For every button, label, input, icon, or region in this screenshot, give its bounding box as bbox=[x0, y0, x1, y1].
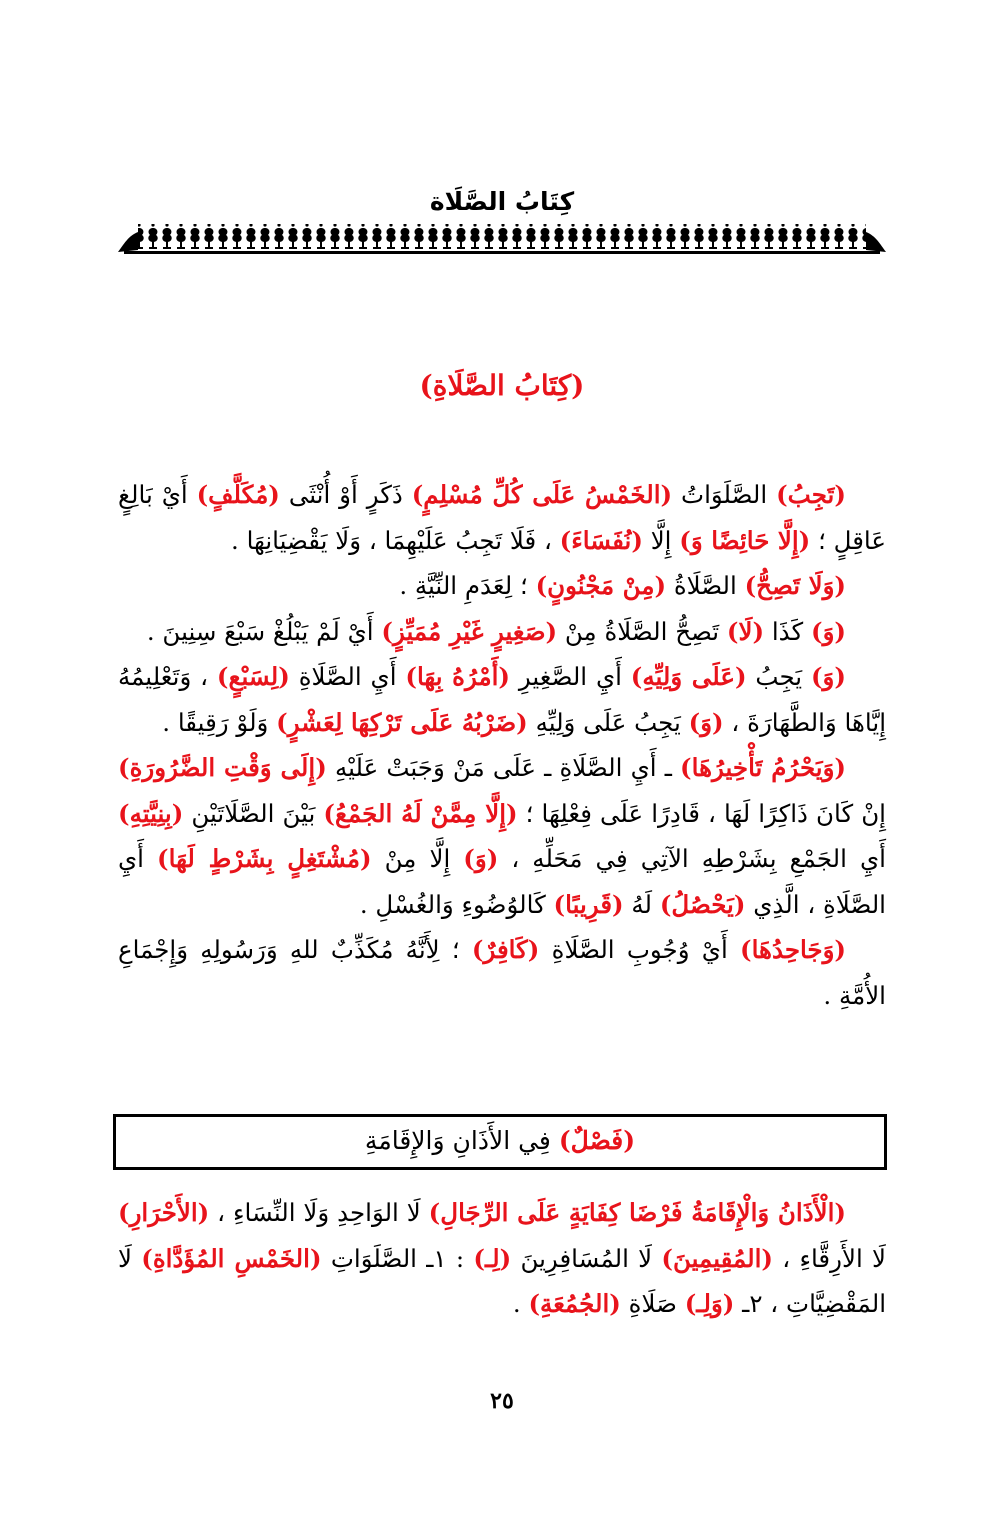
sharh-text: وَلَوْ رَقِيقًا . bbox=[162, 707, 277, 737]
sharh-text: . bbox=[512, 1289, 529, 1318]
matn-text: (تَجِبُ) bbox=[776, 480, 846, 509]
sharh-text: : ١ـ الصَّلَوَاتِ bbox=[321, 1243, 474, 1273]
sharh-text: أَيْ لَمْ يَبْلُغْ سَبْعَ سِنِينَ . bbox=[146, 616, 382, 646]
section-one-paragraph bbox=[118, 472, 886, 563]
matn-text: (إِلَّا مِمَّنْ لَهُ الجَمْعُ) bbox=[323, 798, 518, 828]
sharh-text: ؛ لِأَنَّهُ مُكَذِّبٌ للهِ وَرَسُولِهِ وَإِجْمَاعِ الأُمَّةِ . bbox=[118, 935, 886, 1010]
sharh-text: فِي الأَذَانِ وَالإِقَامَةِ bbox=[364, 1126, 559, 1155]
sharh-text: صَلَاةِ bbox=[620, 1289, 685, 1318]
sharh-text: بَيْنَ الصَّلَاتَيْنِ bbox=[183, 798, 324, 828]
sharh-text: الصَّلَوَاتُ bbox=[672, 480, 777, 509]
sharh-text: أَيِ الصَّلَاةِ ، الَّذِي bbox=[118, 844, 886, 919]
matn-text: (وَلَا تَصِحُّ) bbox=[744, 571, 846, 600]
section-one-paragraph bbox=[118, 927, 886, 1018]
matn-text: (وَلِـ) bbox=[684, 1289, 735, 1318]
matn-text: (فَصْلٌ) bbox=[558, 1126, 636, 1155]
matn-text: (لَا) bbox=[726, 616, 765, 646]
section-two-text bbox=[118, 1190, 886, 1327]
matn-text: (المُقِيمِينَ) bbox=[661, 1243, 774, 1273]
sharh-text: أَيْ بَالِغٍ عَاقِلٍ ؛ bbox=[118, 480, 886, 555]
sharh-text: لَا المَقْضِيَّاتِ ، ٢ـ bbox=[118, 1243, 886, 1318]
section-one-paragraph bbox=[118, 563, 886, 609]
sharh-text: لَا الأَرِقَّاءِ ، bbox=[773, 1243, 886, 1273]
sharh-text: كَذَا bbox=[764, 616, 811, 646]
section-heading bbox=[113, 1114, 887, 1170]
matn-text: (أَمْرُهُ بِهَا) bbox=[405, 662, 510, 691]
ornament-border-graphic bbox=[118, 222, 886, 256]
matn-text: (وَ) bbox=[810, 616, 846, 646]
matn-text: (إِلَّا حَائِضًا وَ) bbox=[679, 525, 811, 555]
sharh-text: ، وَتَعْلِيمُهُ إِيَّاهَا وَالطَّهَارَةَ ، bbox=[118, 662, 886, 737]
sharh-text: أَيِ الصَّغِيرِ bbox=[510, 662, 631, 691]
section-one-paragraph bbox=[118, 745, 886, 927]
sharh-text: أَيِ الجَمْعِ بِشَرْطِهِ الآتِي فِي مَحَلِّهِ ، bbox=[498, 844, 886, 873]
sharh-text: يَجِبُ bbox=[746, 662, 811, 691]
matn-text: (مُكَلَّفٍ) bbox=[196, 480, 280, 509]
sharh-text: إِنْ كَانَ ذَاكِرًا لَهَا ، قَادِرًا عَلَى فِعْلِهَا ؛ bbox=[517, 798, 886, 828]
matn-text: (بِنِيَّتِهِ) bbox=[118, 798, 184, 828]
chapter-title: (كِتَابُ الصَّلَاةِ) bbox=[419, 369, 585, 402]
page-number: ٢٥ bbox=[490, 1388, 514, 1414]
matn-text: (وَ) bbox=[688, 707, 724, 737]
matn-text: (وَيَحْرُمُ تَأْخِيرُهَا) bbox=[680, 753, 846, 782]
running-header: كِتَابُ الصَّلَاة bbox=[429, 187, 575, 216]
sharh-text: لَا الوَاحِدِ وَلَا النِّسَاءِ ، bbox=[209, 1198, 429, 1227]
section-one-text bbox=[118, 472, 886, 1018]
sharh-text: إِلَّا مِنْ bbox=[371, 844, 464, 873]
matn-text: (وَجَاحِدُهَا) bbox=[739, 935, 846, 964]
sharh-text: لَهُ bbox=[623, 889, 660, 919]
matn-text: (يَحْصُلُ) bbox=[659, 889, 746, 919]
matn-text: (قَرِيبًا) bbox=[553, 889, 624, 919]
matn-text: (كَافِرٌ) bbox=[471, 935, 540, 964]
sharh-text: ؛ لِعَدَمِ النِّيَّةِ . bbox=[399, 571, 536, 600]
matn-text: (وَ) bbox=[810, 662, 846, 691]
sharh-text: أَيِ الصَّلَاةِ bbox=[289, 662, 406, 691]
matn-text: (نُفَسَاءَ) bbox=[559, 525, 643, 555]
matn-text: (الجُمُعَةِ) bbox=[528, 1289, 621, 1318]
matn-text: (لِسَبْعٍ) bbox=[216, 662, 290, 691]
sharh-text: ، فَلَا تَجِبُ عَلَيْهِمَا ، وَلَا يَقْضِيَانِهَا . bbox=[231, 525, 560, 555]
section-two-paragraph bbox=[118, 1190, 886, 1327]
sharh-text: إِلَّا bbox=[642, 525, 680, 555]
sharh-text: لَا المُسَافِرِينَ bbox=[511, 1243, 662, 1273]
section-one-paragraph bbox=[118, 654, 886, 745]
matn-text: (لِـ) bbox=[473, 1243, 512, 1273]
matn-text: (عَلَى وَلِيِّهِ) bbox=[630, 662, 747, 691]
matn-text: (ضَرْبُهُ عَلَى تَرْكِهَا لِعَشْرٍ) bbox=[276, 707, 528, 737]
matn-text: (صَغِيرٍ غَيْرِ مُمَيِّزٍ) bbox=[381, 616, 558, 646]
matn-text: (الخَمْسُ عَلَى كُلِّ مُسْلِمٍ) bbox=[411, 480, 673, 509]
matn-text: (وَ) bbox=[463, 844, 499, 873]
sharh-text: ـ أَيِ الصَّلَاةِ ـ عَلَى مَنْ وَجَبَتْ عَلَيْهِ bbox=[326, 753, 681, 782]
sharh-text: أَيْ وُجُوبِ الصَّلَاةِ bbox=[539, 935, 740, 964]
sharh-text: يَجِبُ عَلَى وَلِيِّهِ bbox=[527, 707, 689, 737]
matn-text: (مُشْتَغِلٍ بِشَرْطٍ لَهَا) bbox=[157, 844, 372, 873]
ornament-border bbox=[118, 222, 886, 256]
sharh-text: كَالوُضُوءِ وَالغُسْلِ . bbox=[359, 889, 554, 919]
sharh-text: ذَكَرٍ أَوْ أُنْثَى bbox=[279, 480, 412, 509]
section-one-paragraph bbox=[118, 609, 886, 655]
matn-text: (الْأَذَانُ وَالْإِقَامَةُ فَرْضَا كِفَايَةٍ عَلَى الرِّجَالِ) bbox=[428, 1198, 846, 1227]
matn-text: (مِنْ مَجْنُونٍ) bbox=[535, 571, 667, 600]
sharh-text: الصَّلَاةُ bbox=[666, 571, 745, 600]
matn-text: (الخَمْسِ المُؤَدَّاةِ) bbox=[141, 1243, 322, 1273]
matn-text: (إِلَى وَقْتِ الضَّرُورَةِ) bbox=[118, 753, 327, 782]
sharh-text: تَصِحُّ الصَّلَاةُ مِنْ bbox=[557, 616, 727, 646]
matn-text: (الأَحْرَارِ) bbox=[118, 1198, 210, 1227]
